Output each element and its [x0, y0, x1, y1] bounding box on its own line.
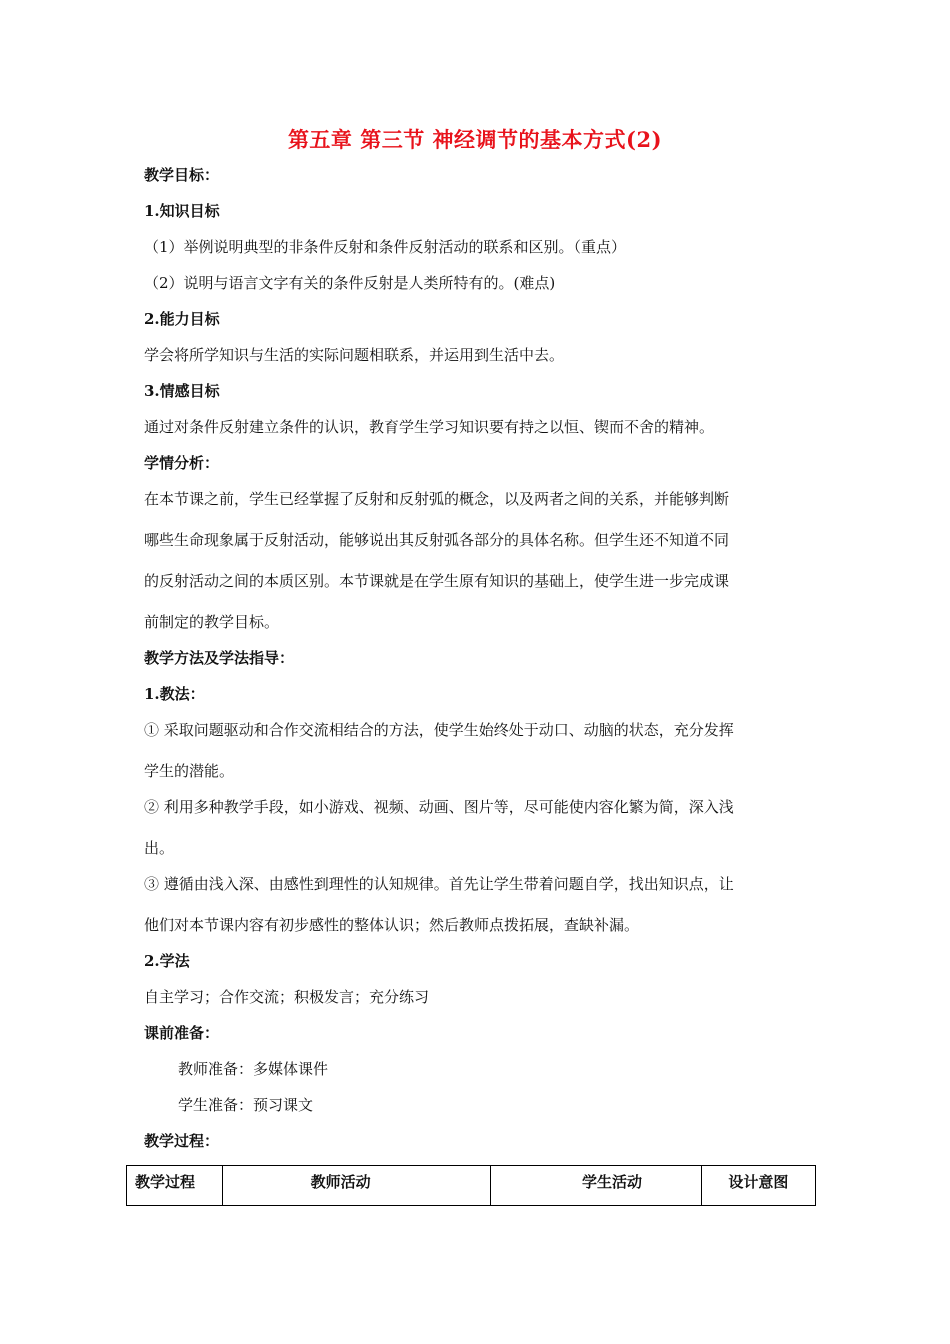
teaching-line: ① 采取问题驱动和合作交流相结合的方法，使学生始终处于动口、动脑的状态，充分发挥 — [144, 721, 734, 739]
prep-heading: 课前准备： — [144, 1024, 220, 1042]
analysis-line: 的反射活动之间的本质区别。本节课就是在学生原有知识的基础上，使学生进一步完成课 — [144, 572, 730, 590]
knowledge-heading: 1.知识目标 — [144, 202, 220, 220]
page-title: 第五章 第三节 神经调节的基本方式(2) — [287, 127, 663, 152]
knowledge-item-1: （1）举例说明典型的非条件反射和条件反射活动的联系和区别。（重点） — [144, 238, 627, 256]
teaching-line: 学生的潜能。 — [144, 762, 235, 780]
teaching-line: ③ 遵循由浅入深、由感性到理性的认知规律。首先让学生带着问题自学，找出知识点，让 — [144, 875, 734, 893]
prep-student: 学生准备：预习课文 — [178, 1096, 314, 1114]
process-heading: 教学过程： — [144, 1132, 220, 1150]
ability-text: 学会将所学知识与生活的实际问题相联系，并运用到生活中去。 — [144, 346, 565, 364]
analysis-line: 在本节课之前，学生已经掌握了反射和反射弧的概念，以及两者之间的关系，并能够判断 — [144, 490, 730, 508]
table-header-row — [127, 1166, 816, 1206]
column-header: 学生活动 — [491, 1166, 701, 1206]
teaching-line: ② 利用多种教学手段，如小游戏、视频、动画、图片等，尽可能使内容化繁为简，深入浅 — [144, 798, 734, 816]
teaching-line: 出。 — [144, 839, 175, 857]
teaching-line: 他们对本节课内容有初步感性的整体认识；然后教师点拨拓展，查缺补漏。 — [144, 916, 640, 934]
learning-text: 自主学习；合作交流；积极发言；充分练习 — [144, 988, 430, 1006]
analysis-line: 哪些生命现象属于反射活动，能够说出其反射弧各部分的具体名称。但学生还不知道不同 — [144, 531, 730, 549]
analysis-heading: 学情分析： — [144, 454, 220, 472]
process-table — [126, 1165, 816, 1206]
ability-heading: 2.能力目标 — [144, 310, 220, 328]
column-header: 教师活动 — [223, 1166, 491, 1206]
knowledge-item-2: （2）说明与语言文字有关的条件反射是人类所特有的。(难点) — [144, 274, 556, 292]
goals-heading: 教学目标： — [144, 166, 220, 184]
teaching-heading: 1.教法： — [144, 685, 205, 703]
emotion-text: 通过对条件反射建立条件的认识，教育学生学习知识要有持之以恒、锲而不舍的精神。 — [144, 418, 715, 436]
analysis-line: 前制定的教学目标。 — [144, 613, 280, 631]
emotion-heading: 3.情感目标 — [144, 382, 220, 400]
column-header: 设计意图 — [701, 1166, 815, 1206]
prep-teacher: 教师准备：多媒体课件 — [178, 1060, 329, 1078]
learning-heading: 2.学法 — [144, 952, 190, 970]
methods-heading: 教学方法及学法指导： — [144, 649, 295, 667]
column-header: 教学过程 — [127, 1166, 223, 1206]
